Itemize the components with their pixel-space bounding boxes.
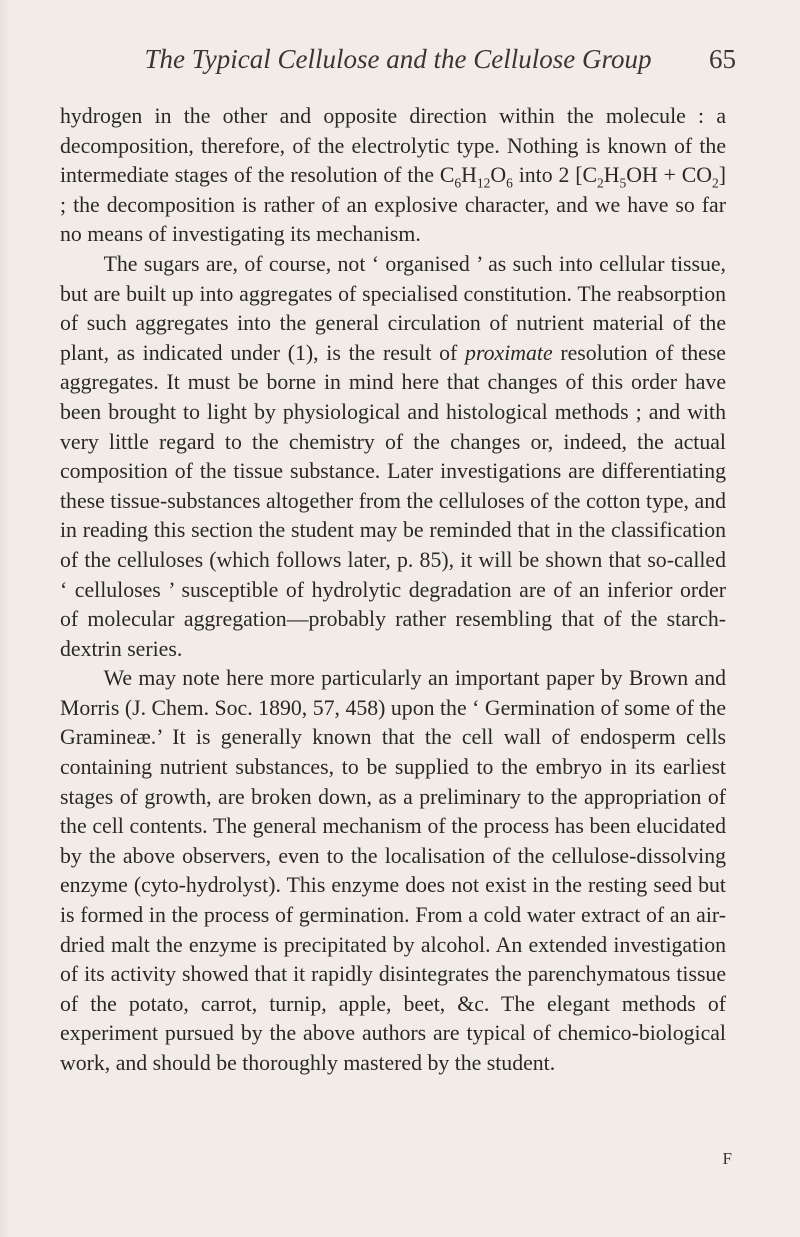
p1-sub-1: 6 [454, 175, 462, 191]
page-gutter-shadow [0, 0, 10, 1237]
p1-text-5: H [603, 163, 620, 188]
p1-text-1: hydrogen in the other and opposite direction within the molecule : a decomposition, therefore, of the electrolytic type. Nothing is known of the intermediate stages of the resolution of the C [60, 104, 726, 188]
paragraph-2 [60, 250, 726, 664]
p1-sub-4: 2 [597, 175, 604, 191]
p2-emphasis: proximate [465, 340, 553, 365]
signature-mark: F [722, 1149, 732, 1168]
p1-text-6: OH + CO [626, 163, 712, 188]
page-header [60, 44, 736, 84]
p2-text-2: resolution of these aggregates. It must be borne in mind here that changes of this order have been brought to light by physiological and histological methods ; and with very little regard to the chemistry of the changes or, indeed, the actual composition of the tissue substance. Later investigations are differentiating these tissue-substances altogether from the celluloses of the cotton type, and in reading this section the student may be reminded that in the classification of the celluloses (which follows later, p. 85), it will be shown that so-called ‘ celluloses ’ susceptible of hydrolytic degradation are of an inferior order of molecular aggregation—probably rather resembling that of the starch-dextrin series. [60, 340, 726, 661]
page-number: 65 [709, 44, 736, 74]
p1-text-2: H [461, 163, 477, 188]
p1-sub-3: 6 [506, 175, 513, 191]
paragraph-1 [60, 102, 726, 250]
body-text [60, 102, 726, 1079]
p1-text-7: ] ; the decomposition is rather of an explosive character, and we have so far no means of investigating its mechanism. [60, 163, 726, 247]
p2-text-1: The sugars are, of course, not ‘ organised ’ as such into cellular tissue, but are built up into aggregates of specialised constitution. The reabsorption of such aggregates into the general circulation of nutrient material of the plant, as indicated under (1), is the result of [60, 251, 726, 365]
p1-text-4: into 2 [C [512, 163, 597, 188]
p1-sub-5: 5 [619, 175, 627, 191]
paragraph-3: We may note here more particularly an important paper by Brown and Morris (J. Chem. Soc. 1890, 57, 458) upon the ‘ Germination of some of the Gramineæ.’ It is generally known that the cell wall of endosperm cells containing nutrient substances, to be supplied to the embryo in its earliest stages of growth, are broken down, as a preliminary to the appropriation of the cell contents. The general mechanism of the process has been elucidated by the above observers, even to the localisation of the cellulose-dissolving enzyme (cyto-hydrolyst). This enzyme does not exist in the resting seed but is formed in the process of germination. From a cold water extract of an air-dried malt the enzyme is precipitated by alcohol. An extended investigation of its activity showed that it rapidly disintegrates the parenchymatous tissue of the potato, carrot, turnip, apple, beet, &c. The elegant methods of experiment pursued by the above authors are typical of chemico-biological work, and should be thoroughly mastered by the student. [60, 666, 726, 1075]
p1-text-3: O [490, 163, 507, 188]
p1-sub-2: 12 [476, 175, 491, 191]
running-title: The Typical Cellulose and the Cellulose Group [144, 44, 652, 74]
p1-sub-6: 2 [711, 175, 719, 191]
